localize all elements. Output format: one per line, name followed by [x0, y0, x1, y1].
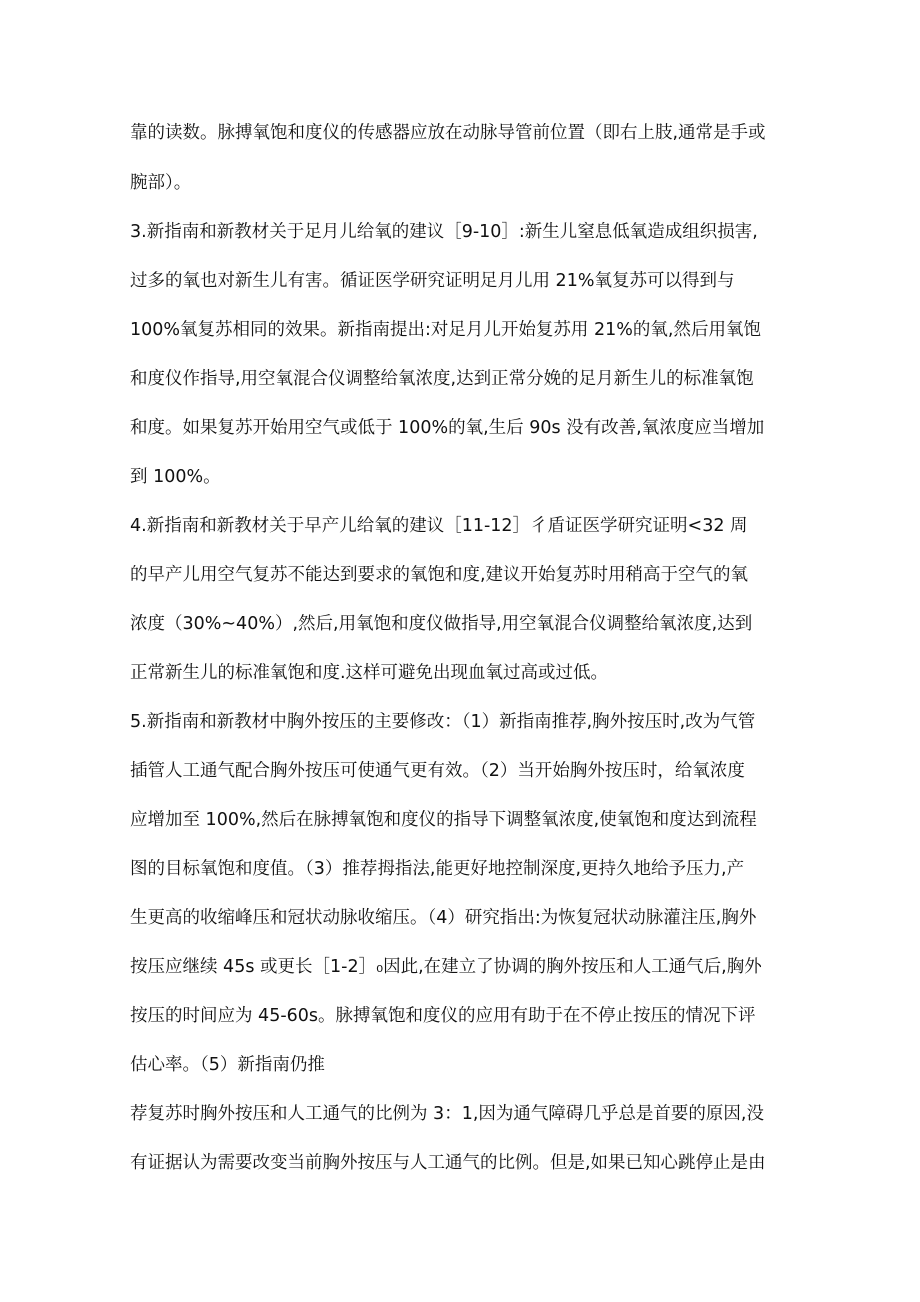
text-line: 和度。如果复苏开始用空气或低于 100%的氧,生后 90s 没有改善,氧浓度应当增加 — [130, 418, 765, 438]
text-line: 过多的氧也对新生儿有害。循证医学研究证明足月儿用 21%氧复苏可以得到与 — [130, 271, 735, 291]
text-line: 浓度（30%~40%）,然后,用氧饱和度仪做指导,用空氧混合仪调整给氧浓度,达到 — [130, 614, 753, 634]
text-line: 应增加至 100%,然后在脉搏氧饱和度仪的指导下调整氧浓度,使氧饱和度达到流程 — [130, 810, 757, 830]
text-line: 荐复苏时胸外按压和人工通气的比例为 3：1,因为通气障碍几乎总是首要的原因,没 — [130, 1104, 764, 1124]
text-line: 到 100%。 — [130, 467, 221, 487]
text-line: 插管人工通气配合胸外按压可使通气更有效。（2）当开始胸外按压时，给氧浓度 — [130, 761, 745, 781]
text-line: 估心率。（5）新指南仍推 — [130, 1055, 325, 1075]
text-line: 5.新指南和新教材中胸外按压的主要修改：（1）新指南推荐,胸外按压时,改为气管 — [130, 712, 756, 732]
text-line: 的早产儿用空气复苏不能达到要求的氧饱和度,建议开始复苏时用稍高于空气的氧 — [130, 565, 749, 585]
text-line: 和度仪作指导,用空氧混合仪调整给氧浓度,达到正常分娩的足月新生儿的标准氧饱 — [130, 369, 754, 389]
text-line: 100%氧复苏相同的效果。新指南提出:对足月儿开始复苏用 21%的氧,然后用氧饱 — [130, 320, 761, 340]
text-line: 按压的时间应为 45-60s。脉搏氧饱和度仪的应用有助于在不停止按压的情况下评 — [130, 1006, 756, 1026]
text-line: 按压应继续 45s 或更长［1-2］₀因此,在建立了协调的胸外按压和人工通气后,胸外 — [130, 957, 762, 977]
text-line: 腕部）。 — [130, 173, 192, 193]
text-line: 图的目标氧饱和度值。（3）推荐拇指法,能更好地控制深度,更持久地给予压力,产 — [130, 859, 745, 879]
text-line: 4.新指南和新教材关于早产儿给氧的建议［11-12］彳盾证医学研究证明<32 周 — [130, 516, 748, 536]
text-line: 有证据认为需要改变当前胸外按压与人工通气的比例。但是,如果已知心跳停止是由 — [130, 1153, 766, 1173]
text-line: 正常新生儿的标准氧饱和度.这样可避免出现血氧过高或过低。 — [130, 663, 609, 683]
text-line: 3.新指南和新教材关于足月儿给氧的建议［9-10］:新生儿窒息低氧造成组织损害, — [130, 222, 758, 242]
text-line: 生更高的收缩峰压和冠状动脉收缩压。（4）研究指出:为恢复冠状动脉灌注压,胸外 — [130, 908, 757, 928]
text-line: 靠的读数。脉搏氧饱和度仪的传感器应放在动脉导管前位置（即右上肢,通常是手或 — [130, 123, 766, 143]
